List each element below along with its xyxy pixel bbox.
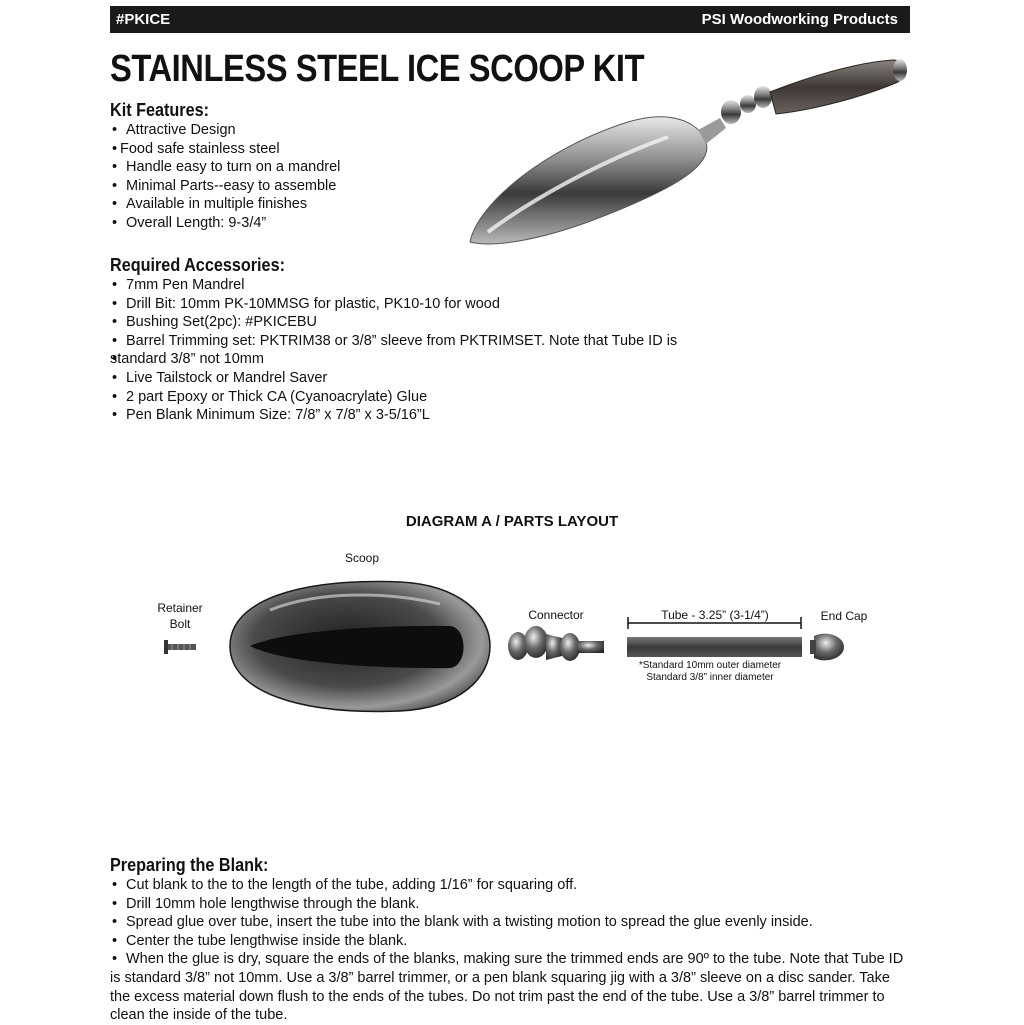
kit-features-list: [110, 121, 340, 233]
diagram-title: DIAGRAM A / PARTS LAYOUT: [405, 513, 619, 530]
scoop-bowl: [470, 117, 707, 244]
list-item: • Center the tube lengthwise inside the blank.: [110, 932, 910, 951]
scoop-part: [230, 582, 490, 712]
tube-note-line2: Standard 3/8” inner diameter: [646, 672, 774, 683]
list-item: • Handle easy to turn on a mandrel: [110, 158, 340, 177]
list-item: • Attractive Design: [110, 121, 340, 140]
list-item: • Live Tailstock or Mandrel Saver: [110, 369, 677, 388]
list-item: • 2 part Epoxy or Thick CA (Cyanoacrylate) Glue: [110, 388, 677, 407]
preparing-heading: Preparing the Blank:: [110, 855, 269, 875]
product-sku: #PKICE: [116, 11, 171, 28]
scoop-label: Scoop: [344, 551, 380, 565]
tube-part: [627, 617, 802, 657]
list-item: • When the glue is dry, square the ends of the blanks, making sure the trimmed ends are 90º to the tube. Note that Tube ID is standard 3/8” not 10mm. Use a 3/8” barrel trimmer, or a pen blank squaring jig with a 3/8” sleeve on a disc sander. Take the excess material down flush to the ends of the tubes. Do not trim past the end of the tube. Use a 3/8” barrel trimmer to clean the inside of the tube.: [110, 950, 910, 1024]
end-cap: [893, 59, 907, 81]
connector-part: [508, 626, 604, 661]
continuation-text: standard 3/8” not 10mm: [110, 351, 264, 368]
list-item-continuation: [110, 350, 677, 369]
page-title: STAINLESS STEEL ICE SCOOP KIT: [110, 48, 645, 90]
list-item: • 7mm Pen Mandrel: [110, 276, 677, 295]
list-item: • Barrel Trimming set: PKTRIM38 or 3/8” sleeve from PKTRIMSET. Note that Tube ID is: [110, 332, 677, 351]
retainer-label-line1: Retainer: [157, 601, 203, 615]
list-item: • Overall Length: 9-3/4”: [110, 214, 340, 233]
header-bar: [110, 6, 910, 33]
preparing-list: [110, 876, 910, 1025]
brand-name: PSI Woodworking Products: [701, 11, 898, 28]
kit-features-heading: Kit Features:: [110, 100, 210, 120]
list-item: • Available in multiple finishes: [110, 195, 340, 214]
tube-note-line1: *Standard 10mm outer diameter: [638, 660, 782, 671]
end-cap-part: [810, 634, 844, 661]
wooden-handle: [770, 60, 904, 114]
retainer-bolt: [164, 640, 196, 654]
list-item: • Bushing Set(2pc): #PKICEBU: [110, 313, 677, 332]
list-item: • Spread glue over tube, insert the tube into the blank with a twisting motion to spread the glue evenly inside.: [110, 913, 910, 932]
list-item: • Cut blank to the to the length of the tube, adding 1/16” for squaring off.: [110, 876, 910, 895]
list-item: • Drill Bit: 10mm PK-10MMSG for plastic, PK10-10 for wood: [110, 295, 677, 314]
list-item: • Food safe stainless steel: [110, 140, 340, 159]
list-item: • Pen Blank Minimum Size: 7/8” x 7/8” x 3-5/16”L: [110, 406, 677, 425]
end-cap-label: End Cap: [820, 609, 868, 623]
list-item: • Minimal Parts--easy to assemble: [110, 177, 340, 196]
connector-label: Connector: [528, 608, 584, 622]
tube-label: Tube - 3.25” (3-1/4”): [661, 608, 769, 622]
list-item: • Drill 10mm hole lengthwise through the blank.: [110, 895, 910, 914]
ice-scoop-photo: [468, 52, 908, 252]
retainer-label-line2: Bolt: [169, 617, 191, 631]
required-accessories-heading: Required Accessories:: [110, 255, 285, 275]
parts-layout-diagram: [150, 570, 880, 730]
handle-ferrule: [721, 100, 741, 124]
required-accessories-list: [110, 276, 677, 425]
